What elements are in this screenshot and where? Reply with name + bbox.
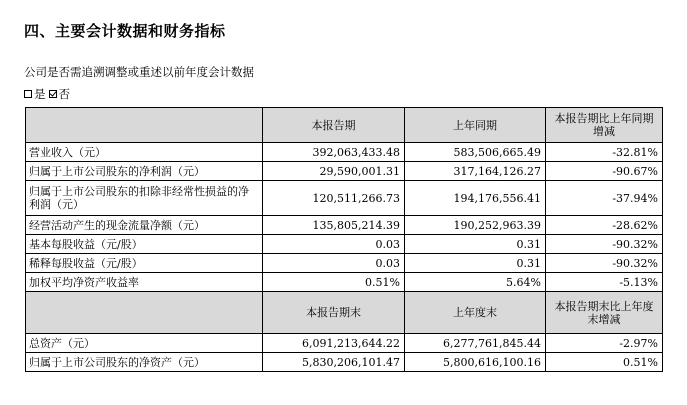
prior-value: 0.31 xyxy=(405,235,546,254)
row-label: 经营活动产生的现金流量净额（元） xyxy=(26,216,263,235)
table-row xyxy=(26,273,663,292)
prior-value: 194,176,556.41 xyxy=(405,181,546,216)
prior-value: 583,506,665.49 xyxy=(405,143,546,162)
table-header-row xyxy=(26,292,663,334)
no-label: 否 xyxy=(58,87,70,101)
table-row xyxy=(26,235,663,254)
row-label: 营业收入（元） xyxy=(26,143,263,162)
row-label: 稀释每股收益（元/股） xyxy=(26,254,263,273)
no-checkbox-checked-icon xyxy=(49,90,57,98)
yes-checkbox-icon xyxy=(24,90,32,98)
prior-value: 190,252,963.39 xyxy=(405,216,546,235)
row-label: 总资产（元） xyxy=(26,334,263,353)
yes-label: 是 xyxy=(34,87,46,101)
prior-value: 6,277,761,845.44 xyxy=(405,334,546,353)
header-change: 本报告期比上年同期增减 xyxy=(546,108,663,143)
header-change: 本报告期末比上年度末增减 xyxy=(546,292,663,334)
section-title: 四、主要会计数据和财务指标 xyxy=(24,22,226,40)
header-period-end: 本报告期末 xyxy=(263,292,405,334)
row-label: 加权平均净资产收益率 xyxy=(26,273,263,292)
current-value: 6,091,213,644.22 xyxy=(263,334,405,353)
financial-indicators-table xyxy=(25,107,663,372)
table-row xyxy=(26,254,663,273)
restatement-question: 公司是否需追溯调整或重述以前年度会计数据 xyxy=(24,65,254,79)
header-empty-cell xyxy=(26,292,263,334)
header-empty-cell xyxy=(26,108,263,143)
current-value: 0.51% xyxy=(263,273,405,292)
change-value: -37.94% xyxy=(546,181,663,216)
current-value: 392,063,433.48 xyxy=(263,143,405,162)
table-row xyxy=(26,181,663,216)
current-value: 0.03 xyxy=(263,235,405,254)
change-value: -90.67% xyxy=(546,162,663,181)
change-value: 0.51% xyxy=(546,353,663,372)
prior-value: 317,164,126.27 xyxy=(405,162,546,181)
current-value: 29,590,001.31 xyxy=(263,162,405,181)
restatement-choice xyxy=(24,86,70,102)
prior-value: 5.64% xyxy=(405,273,546,292)
table-row xyxy=(26,143,663,162)
table-header-row xyxy=(26,108,663,143)
current-value: 135,805,214.39 xyxy=(263,216,405,235)
header-prior-year-end: 上年度末 xyxy=(405,292,546,334)
change-value: -2.97% xyxy=(546,334,663,353)
prior-value: 0.31 xyxy=(405,254,546,273)
table-row xyxy=(26,334,663,353)
row-label: 基本每股收益（元/股） xyxy=(26,235,263,254)
change-value: -90.32% xyxy=(546,235,663,254)
row-label: 归属于上市公司股东的扣除非经常性损益的净利润（元） xyxy=(26,181,263,216)
table-row xyxy=(26,353,663,372)
table-row xyxy=(26,216,663,235)
row-label: 归属于上市公司股东的净资产（元） xyxy=(26,353,263,372)
header-current-period: 本报告期 xyxy=(263,108,405,143)
row-label: 归属于上市公司股东的净利润（元） xyxy=(26,162,263,181)
header-prior-period: 上年同期 xyxy=(405,108,546,143)
table-row xyxy=(26,162,663,181)
current-value: 120,511,266.73 xyxy=(263,181,405,216)
change-value: -28.62% xyxy=(546,216,663,235)
change-value: -90.32% xyxy=(546,254,663,273)
current-value: 0.03 xyxy=(263,254,405,273)
prior-value: 5,800,616,100.16 xyxy=(405,353,546,372)
change-value: -32.81% xyxy=(546,143,663,162)
current-value: 5,830,206,101.47 xyxy=(263,353,405,372)
change-value: -5.13% xyxy=(546,273,663,292)
